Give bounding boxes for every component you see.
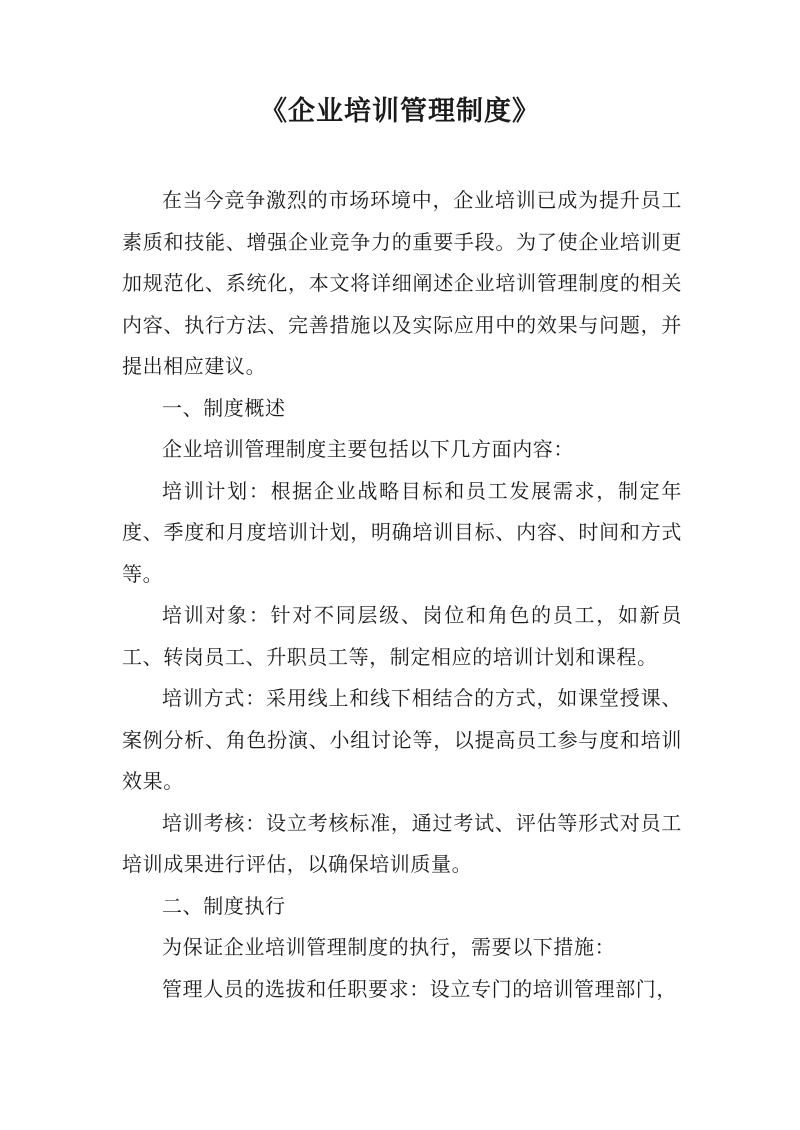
intro-paragraph: 在当今竞争激烈的市场环境中，企业培训已成为提升员工素质和技能、增强企业竞争力的重要手段。为了使企业培训更加规范化、系统化，本文将详细阐述企业培训管理制度的相关内容、执行方法、完善措施以及实际应用中的效果与问题，并提出相应建议。 bbox=[122, 188, 682, 378]
training-assessment-paragraph: 培训考核：设立考核标准，通过考试、评估等形式对员工培训成果进行评估，以确保培训质量。 bbox=[122, 810, 682, 876]
execution-intro-paragraph: 为保证企业培训管理制度的执行，需要以下措施： bbox=[162, 935, 616, 959]
training-plan-paragraph: 培训计划：根据企业战略目标和员工发展需求，制定年度、季度和月度培训计划，明确培训目标、内容、时间和方式等。 bbox=[122, 478, 682, 586]
document-body bbox=[122, 180, 682, 1010]
training-method-paragraph: 培训方式：采用线上和线下相结合的方式，如课堂授课、案例分析、角色扮演、小组讨论等，以提高员工参与度和培训效果。 bbox=[122, 686, 682, 793]
section-heading-overview: 一、制度概述 bbox=[162, 395, 286, 420]
training-target-paragraph: 培训对象：针对不同层级、岗位和角色的员工，如新员工、转岗员工、升职员工等，制定相应的培训计划和课程。 bbox=[122, 603, 682, 669]
section-heading-execution: 二、制度执行 bbox=[162, 893, 286, 918]
document-title: 《企业培训管理制度》 bbox=[260, 96, 540, 127]
overview-intro-paragraph: 企业培训管理制度主要包括以下几方面内容： bbox=[162, 437, 574, 461]
manager-selection-paragraph: 管理人员的选拔和任职要求：设立专门的培训管理部门， bbox=[162, 976, 677, 1001]
